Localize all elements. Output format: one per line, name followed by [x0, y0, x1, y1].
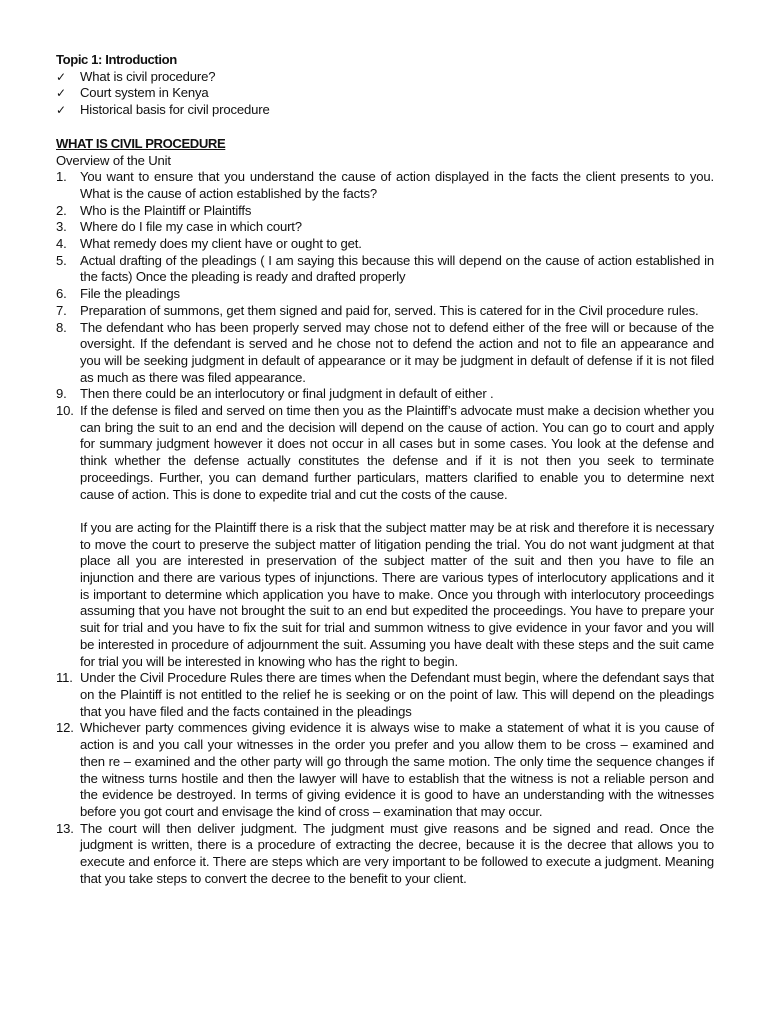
topic-title: Topic 1: Introduction — [56, 52, 177, 67]
list-item — [56, 219, 714, 236]
list-item-number: 9. — [56, 386, 67, 402]
list-item — [56, 286, 714, 303]
list-item-body — [80, 670, 714, 720]
paragraph: File the pleadings — [80, 286, 180, 302]
list-item-body — [80, 386, 714, 403]
list-item — [56, 203, 714, 220]
paragraph: Under the Civil Procedure Rules there are times when the Defendant must begin, where the defendant says that on the Plaintiff is not entitled to the relief he is seeking or on the point of law. This will depend on the pleadings that you have filed and the facts contained in the pleadings — [80, 670, 714, 719]
checklist-item — [56, 85, 714, 102]
list-item-number: 12. — [56, 720, 74, 736]
overview-label: Overview of the Unit — [56, 152, 171, 168]
list-item-body — [80, 303, 714, 320]
list-item-number: 1. — [56, 169, 67, 185]
topic-checklist — [56, 69, 714, 119]
checklist-item-text: Court system in Kenya — [80, 85, 209, 101]
paragraph: Preparation of summons, get them signed and paid for, served. This is catered for in the Civil procedure rules. — [80, 302, 699, 318]
list-item-body — [80, 286, 714, 303]
paragraph: The defendant who has been properly served may chose not to defend either of the free will or because of the oversight. If the defendant is served and he chose not to defend the action and not to file an appearance and you will be seeking judgment in default of appearance or it may be judgment in default of defense if it is not filed as much as there was filed appearance. — [80, 319, 714, 385]
list-item — [56, 821, 714, 888]
list-item-number: 8. — [56, 319, 67, 335]
paragraph-gap — [80, 503, 714, 520]
list-item-number: 10. — [56, 403, 74, 419]
checkmark-icon: ✓ — [56, 69, 66, 84]
checklist-item-text: Historical basis for civil procedure — [80, 102, 270, 118]
list-item-number: 6. — [56, 286, 67, 302]
spacer — [56, 119, 714, 136]
paragraph: Who is the Plaintiff or Plaintiffs — [80, 202, 252, 218]
list-item — [56, 386, 714, 403]
checkmark-icon: ✓ — [56, 103, 66, 118]
list-item-body — [80, 253, 714, 286]
list-item-number: 3. — [56, 219, 67, 235]
list-item — [56, 253, 714, 286]
checkmark-icon: ✓ — [56, 86, 66, 101]
list-item-number: 7. — [56, 302, 67, 318]
paragraph: What remedy does my client have or ought to get. — [80, 236, 362, 252]
list-item — [56, 403, 714, 670]
list-item-number: 11. — [56, 670, 73, 686]
list-item-body — [80, 720, 714, 820]
paragraph: If the defense is filed and served on time then you as the Plaintiff’s advocate must make a decision whether you can bring the suit to an end and the decision will depend on the cause of action. You can go to court and apply for summary judgment however it does not occur in all cases but in some cases. You look at the defense and think whether the defense actually constitutes the defense and if it is not then you seek to terminate proceedings. Further, you can demand further particulars, matters clarified to enable you to determine next cause of action. This is done to expedite trial and cut the costs of the cause. — [80, 403, 714, 502]
list-item-body — [80, 169, 714, 202]
list-item — [56, 169, 714, 202]
list-item-body — [80, 203, 714, 220]
checklist-item-text: What is civil procedure? — [80, 68, 216, 84]
paragraph: The court will then deliver judgment. The judgment must give reasons and be signed and read. Once the judgment is written, there is a procedure of extracting the decree, because it is the decree that allows you to execute and enforce it. There are steps which are very important to be followed to execute a judgment. Meaning that you take steps to convert the decree to the benefit to your client. — [80, 820, 714, 886]
list-item — [56, 670, 714, 720]
list-item-number: 13. — [56, 820, 74, 836]
list-item-body — [80, 320, 714, 387]
list-item — [56, 236, 714, 253]
list-item — [56, 320, 714, 387]
list-item-body — [80, 403, 714, 670]
paragraph: You want to ensure that you understand the cause of action displayed in the facts the client presents to you. What is the cause of action established by the facts? — [80, 169, 714, 201]
list-item — [56, 303, 714, 320]
paragraph: Then there could be an interlocutory or final judgment in default of either . — [80, 386, 494, 402]
list-item-number: 2. — [56, 202, 67, 218]
checklist-item — [56, 102, 714, 119]
checklist-item — [56, 69, 714, 86]
paragraph: Where do I file my case in which court? — [80, 219, 302, 235]
paragraph: Actual drafting of the pleadings ( I am saying this because this will depend on the cause of action established in the facts) Once the pleading is ready and drafted properly — [80, 252, 714, 285]
list-item-number: 4. — [56, 236, 67, 252]
section-heading: WHAT IS CIVIL PROCEDURE — [56, 135, 226, 151]
paragraph: Whichever party commences giving evidence it is always wise to make a statement of what it is you cause of action is and you call your witnesses in the order you prefer and you allow them to be cross – examined and then re – examined and the other party will go through the same motion. The only time the sequence changes if the witness turns hostile and then the lawyer will have to establish that the witness is not a reliable person and the evidence be destroyed. In terms of giving evidence it is good to have an understanding with the witnesses before you got court and envisage the kind of cross – examination that may occur. — [80, 720, 714, 819]
paragraph: If you are acting for the Plaintiff there is a risk that the subject matter may be at risk and therefore it is necessary to move the court to preserve the subject matter of litigation pending the trial. You do not want judgment at that place all you are interested in preservation of the subject matter of the suit and then you have to file an injunction and there are various types of injunctions. There are various types of interlocutory applications and it is important to determine which application you have to make. Once you through with interlocutory proceedings assuming that you have not brought the suit to an end but expedited the proceedings. You have to prepare your suit for trial and you have to fix the suit for trial and summon witness to give evidence in your favor and you will be interested in procedure of adjournment the suit. Assuming you have dealt with these steps and the suit came for trial you will be interested in knowing who has the right to begin. — [80, 519, 714, 669]
list-item-number: 5. — [56, 252, 67, 268]
list-item — [56, 720, 714, 820]
list-item-body — [80, 821, 714, 888]
numbered-list — [56, 169, 714, 887]
list-item-body — [80, 236, 714, 253]
list-item-body — [80, 219, 714, 236]
